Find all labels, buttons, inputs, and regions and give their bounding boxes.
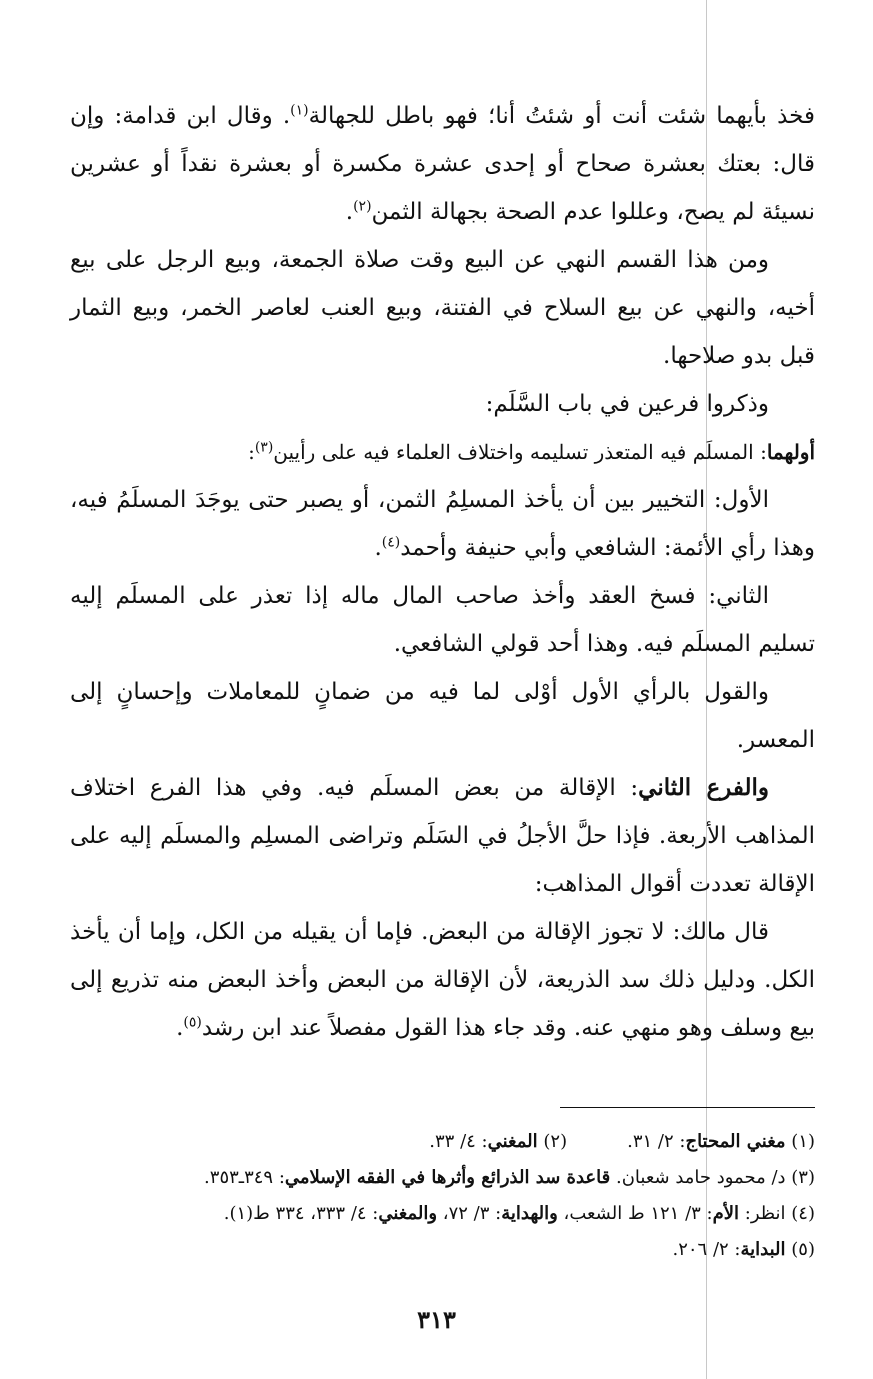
page-number: ٣١٣ [417, 1305, 456, 1334]
footnote-ref-4: (٤) [381, 534, 401, 551]
footnote-2-text: : ٤/ ٣٣. [429, 1131, 488, 1152]
footnote-2-source: المغني [487, 1131, 538, 1152]
footnote-1 [627, 1131, 815, 1152]
paragraph-4-text: : المسلَم فيه المتعذر تسليمه واختلاف العلماء فيه على رأيين [273, 440, 767, 464]
footnote-1-text: : ٢/ ٣١. [627, 1131, 686, 1152]
paragraph-1-text-2: . وقال ابن قدامة: وإن قال: بعتك بعشرة صحاح أو إحدى عشرة مكسرة أو بعشرة نقداً أو عشرين نسيئة لم يصح، وعللوا عدم الصحة بجهالة الثمن [70, 103, 815, 225]
footnote-5 [70, 1232, 815, 1268]
footnote-4-source-2: والهداية [501, 1203, 558, 1224]
footnote-4-prefix: انظر: [739, 1203, 786, 1224]
paragraph-8 [70, 764, 815, 908]
footnote-4-text-1: : ٣/ ١٢١ ط الشعب، [557, 1203, 713, 1224]
footnote-line-1 [70, 1124, 815, 1160]
footnote-2 [429, 1131, 567, 1152]
paragraph-1-end: . [345, 199, 354, 225]
paragraph-7: والقول بالرأي الأول أوْلى لما فيه من ضمانٍ للمعاملات وإحسانٍ إلى المعسر. [70, 679, 815, 753]
footnote-3-source: قاعدة سد الذرائع وأثرها في الفقه الإسلامي [284, 1167, 611, 1188]
footnote-4-text-2: : ٣/ ٧٢، [437, 1203, 502, 1224]
paragraph-6: الثاني: فسخ العقد وأخذ صاحب المال ماله إذا تعذر على المسلَم إليه تسليم المسلَم فيه. وهذا أحد قولي الشافعي. [70, 583, 815, 657]
footnote-4 [70, 1196, 815, 1232]
paragraph-5-end: . [374, 535, 382, 561]
footnote-2-number: (٢) [543, 1131, 568, 1152]
footnote-4-source-1: الأم [712, 1203, 740, 1224]
footnote-1-number: (١) [791, 1131, 815, 1152]
paragraph-9 [70, 908, 815, 1052]
footnote-3 [70, 1160, 815, 1196]
paragraph-5-text: الأول: التخيير بين أن يأخذ المسلِمُ الثمن، أو يصبر حتى يوجَدَ المسلَمُ فيه، وهذا رأي الأئمة: الشافعي وأبي حنيفة وأحمد [70, 487, 815, 561]
footnote-ref-3: (٣) [254, 439, 274, 456]
paragraph-1 [70, 92, 815, 236]
paragraph-5 [70, 476, 815, 572]
footnote-3-number: (٣) [791, 1167, 815, 1188]
paragraph-4-heading: أولهما [766, 440, 815, 464]
footnote-ref-5: (٥) [183, 1014, 202, 1031]
footnote-5-source: البداية [740, 1239, 786, 1260]
paragraph-3: وذكروا فرعين في باب السَّلَم: [485, 391, 769, 417]
footnote-4-source-3: والمغني [378, 1203, 438, 1224]
paragraph-2: ومن هذا القسم النهي عن البيع وقت صلاة الجمعة، وبيع الرجل على بيع أخيه، والنهي عن بيع السلاح في الفتنة، وبيع العنب لعاصر الخمر، وبيع الثمار قبل بدو صلاحها. [70, 247, 815, 369]
footnote-1-source: مغني المحتاج [685, 1131, 786, 1152]
footnote-5-number: (٥) [791, 1239, 815, 1260]
footnote-5-text: : ٢/ ٢٠٦. [672, 1239, 741, 1260]
paragraph-4 [70, 428, 815, 476]
footnote-divider [560, 1107, 815, 1108]
footnote-4-number: (٤) [791, 1203, 815, 1224]
main-text [70, 92, 815, 1052]
paragraph-9-end: . [176, 1015, 184, 1041]
paragraph-1-text: فخذ بأيهما شئت أنت أو شئتُ أنا؛ فهو باطل للجهالة [308, 103, 815, 129]
footnote-4-text-3: : ٤/ ٣٣٣، ٣٣٤ ط(١). [223, 1203, 379, 1224]
footnotes [70, 1124, 815, 1268]
paragraph-4-end: : [248, 440, 255, 464]
footnote-3-author: د/ محمود حامد شعبان. [610, 1167, 786, 1188]
footnote-ref-2: (٢) [353, 198, 372, 215]
footnote-3-text: : ٣٤٩ـ٣٥٣. [204, 1167, 285, 1188]
paragraph-8-text: : الإقالة من بعض المسلَم فيه. وفي هذا الفرع اختلاف المذاهب الأربعة. فإذا حلَّ الأجلُ في السَلَم وتراضى المسلِم والمسلَم إليه على الإقالة تعددت أقوال المذاهب: [70, 775, 815, 897]
paragraph-9-text: قال مالك: لا تجوز الإقالة من البعض. فإما أن يقيله من الكل، وإما أن يأخذ الكل. ودليل ذلك سد الذريعة، لأن الإقالة من البعض وأخذ البعض منه تذريع إلى بيع وسلف وهو منهي عنه. وقد جاء هذا القول مفصلاً عند ابن رشد [70, 919, 815, 1041]
paragraph-8-heading: والفرع الثاني [638, 774, 769, 801]
footnote-ref-1: (١) [290, 102, 309, 119]
